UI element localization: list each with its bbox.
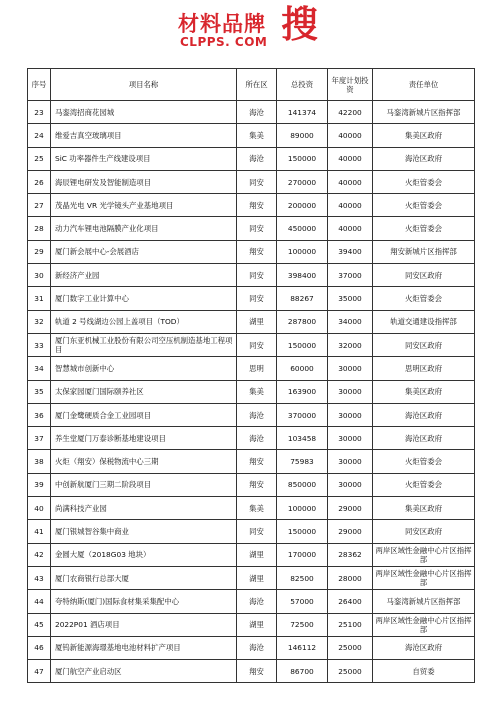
cell-responsible-unit: 火炬管委会 — [373, 170, 475, 193]
cell-annual-investment: 39400 — [328, 240, 373, 263]
cell-no: 45 — [28, 613, 51, 636]
table-row — [28, 357, 475, 380]
cell-project-name: 轨道 2 号线湖边公园上盖项目（TOD） — [51, 310, 237, 333]
cell-annual-investment: 29000 — [328, 497, 373, 520]
cell-district: 海沧 — [237, 403, 277, 426]
cell-district: 集美 — [237, 497, 277, 520]
cell-responsible-unit: 马銮湾新城片区指挥部 — [373, 101, 475, 124]
cell-annual-investment: 37000 — [328, 264, 373, 287]
cell-no: 35 — [28, 380, 51, 403]
cell-total-investment: 450000 — [277, 217, 328, 240]
cell-annual-investment: 42200 — [328, 101, 373, 124]
table-row — [28, 543, 475, 566]
header-no: 序号 — [28, 69, 51, 101]
cell-district: 同安 — [237, 333, 277, 356]
table-row — [28, 170, 475, 193]
cell-district: 翔安 — [237, 194, 277, 217]
cell-district: 海沧 — [237, 427, 277, 450]
logo-search-glyph: 搜 — [281, 3, 318, 46]
table-row — [28, 566, 475, 589]
cell-project-name: 中创新航厦门三期二阶段项目 — [51, 473, 237, 496]
cell-total-investment: 287800 — [277, 310, 328, 333]
cell-responsible-unit: 海沧区政府 — [373, 147, 475, 170]
table-row — [28, 147, 475, 170]
cell-annual-investment: 35000 — [328, 287, 373, 310]
cell-responsible-unit: 海沧区政府 — [373, 636, 475, 659]
cell-district: 海沧 — [237, 101, 277, 124]
cell-total-investment: 270000 — [277, 170, 328, 193]
cell-no: 30 — [28, 264, 51, 287]
cell-total-investment: 163900 — [277, 380, 328, 403]
cell-no: 37 — [28, 427, 51, 450]
cell-annual-investment: 29000 — [328, 520, 373, 543]
cell-project-name: 新经济产业园 — [51, 264, 237, 287]
cell-project-name: 茂晶光电 VR 光学镜头产业基地项目 — [51, 194, 237, 217]
cell-total-investment: 170000 — [277, 543, 328, 566]
table-row — [28, 590, 475, 613]
cell-no: 26 — [28, 170, 51, 193]
cell-annual-investment: 25000 — [328, 636, 373, 659]
cell-project-name: 厦门农商银行总部大厦 — [51, 566, 237, 589]
cell-total-investment: 150000 — [277, 147, 328, 170]
header-total-investment: 总投资 — [277, 69, 328, 101]
table-row — [28, 194, 475, 217]
cell-district: 湖里 — [237, 543, 277, 566]
cell-total-investment: 150000 — [277, 520, 328, 543]
cell-annual-investment: 40000 — [328, 147, 373, 170]
cell-total-investment: 200000 — [277, 194, 328, 217]
cell-project-name: 马銮湾招商花园城 — [51, 101, 237, 124]
cell-no: 24 — [28, 124, 51, 147]
cell-project-name: 尚满科技产业园 — [51, 497, 237, 520]
cell-responsible-unit: 思明区政府 — [373, 357, 475, 380]
cell-district: 翔安 — [237, 450, 277, 473]
cell-project-name: 金圆大厦（2018G03 地块） — [51, 543, 237, 566]
cell-district: 湖里 — [237, 310, 277, 333]
cell-district: 思明 — [237, 357, 277, 380]
cell-project-name: 养生堂厦门万泰诊断基地建设项目 — [51, 427, 237, 450]
cell-no: 27 — [28, 194, 51, 217]
cell-total-investment: 146112 — [277, 636, 328, 659]
cell-annual-investment: 40000 — [328, 170, 373, 193]
table-row — [28, 520, 475, 543]
cell-responsible-unit: 火炬管委会 — [373, 450, 475, 473]
cell-project-name: 厦门银城智谷集中商业 — [51, 520, 237, 543]
cell-district: 翔安 — [237, 473, 277, 496]
cell-responsible-unit: 同安区政府 — [373, 264, 475, 287]
cell-annual-investment: 28362 — [328, 543, 373, 566]
cell-annual-investment: 32000 — [328, 333, 373, 356]
cell-total-investment: 150000 — [277, 333, 328, 356]
cell-project-name: 厦门航空产业启动区 — [51, 660, 237, 683]
cell-total-investment: 86700 — [277, 660, 328, 683]
cell-total-investment: 72500 — [277, 613, 328, 636]
cell-total-investment: 141374 — [277, 101, 328, 124]
cell-no: 29 — [28, 240, 51, 263]
cell-responsible-unit: 火炬管委会 — [373, 473, 475, 496]
cell-project-name: 维爱吉真空玻璃项目 — [51, 124, 237, 147]
cell-district: 海沧 — [237, 636, 277, 659]
cell-responsible-unit: 集美区政府 — [373, 380, 475, 403]
cell-annual-investment: 30000 — [328, 450, 373, 473]
cell-project-name: SiC 功率器件生产线建设项目 — [51, 147, 237, 170]
cell-total-investment: 370000 — [277, 403, 328, 426]
cell-district: 翔安 — [237, 660, 277, 683]
cell-responsible-unit: 火炬管委会 — [373, 287, 475, 310]
header-annual-investment: 年度计划投资 — [328, 69, 373, 101]
cell-responsible-unit: 集美区政府 — [373, 497, 475, 520]
cell-annual-investment: 25000 — [328, 660, 373, 683]
table-row — [28, 427, 475, 450]
cell-no: 47 — [28, 660, 51, 683]
cell-annual-investment: 25100 — [328, 613, 373, 636]
header-project-name: 项目名称 — [51, 69, 237, 101]
table-row — [28, 497, 475, 520]
cell-total-investment: 75983 — [277, 450, 328, 473]
table-row — [28, 101, 475, 124]
cell-annual-investment: 30000 — [328, 357, 373, 380]
cell-project-name: 厦门数字工业计算中心 — [51, 287, 237, 310]
table-row — [28, 450, 475, 473]
cell-annual-investment: 34000 — [328, 310, 373, 333]
table-row — [28, 124, 475, 147]
cell-total-investment: 398400 — [277, 264, 328, 287]
cell-district: 同安 — [237, 170, 277, 193]
cell-total-investment: 850000 — [277, 473, 328, 496]
cell-project-name: 太保家园厦门国际颐养社区 — [51, 380, 237, 403]
cell-responsible-unit: 自贸委 — [373, 660, 475, 683]
cell-project-name: 厦门新会展中心-会展酒店 — [51, 240, 237, 263]
table-row — [28, 310, 475, 333]
cell-responsible-unit: 翔安新城片区指挥部 — [373, 240, 475, 263]
cell-total-investment: 88267 — [277, 287, 328, 310]
project-table — [27, 68, 475, 683]
table-row — [28, 403, 475, 426]
header-responsible-unit: 责任单位 — [373, 69, 475, 101]
cell-district: 同安 — [237, 217, 277, 240]
table-row — [28, 264, 475, 287]
table-body — [28, 101, 475, 683]
cell-district: 集美 — [237, 380, 277, 403]
table-row — [28, 660, 475, 683]
cell-total-investment: 89000 — [277, 124, 328, 147]
cell-no: 44 — [28, 590, 51, 613]
cell-project-name: 2022P01 酒店项目 — [51, 613, 237, 636]
cell-responsible-unit: 同安区政府 — [373, 520, 475, 543]
cell-no: 41 — [28, 520, 51, 543]
cell-total-investment: 82500 — [277, 566, 328, 589]
cell-responsible-unit: 轨道交通建设指挥部 — [373, 310, 475, 333]
cell-annual-investment: 30000 — [328, 427, 373, 450]
cell-no: 38 — [28, 450, 51, 473]
cell-annual-investment: 40000 — [328, 217, 373, 240]
cell-no: 46 — [28, 636, 51, 659]
cell-no: 31 — [28, 287, 51, 310]
cell-district: 同安 — [237, 520, 277, 543]
cell-project-name: 厦钨新能源海璟基地电池材料扩产项目 — [51, 636, 237, 659]
cell-no: 43 — [28, 566, 51, 589]
cell-no: 36 — [28, 403, 51, 426]
site-logo — [178, 3, 318, 54]
table-row — [28, 636, 475, 659]
cell-district: 翔安 — [237, 240, 277, 263]
cell-responsible-unit: 海沧区政府 — [373, 427, 475, 450]
cell-responsible-unit: 集美区政府 — [373, 124, 475, 147]
cell-annual-investment: 30000 — [328, 403, 373, 426]
cell-district: 海沧 — [237, 147, 277, 170]
cell-total-investment: 100000 — [277, 497, 328, 520]
cell-no: 33 — [28, 333, 51, 356]
table-row — [28, 613, 475, 636]
cell-district: 同安 — [237, 264, 277, 287]
cell-responsible-unit: 两岸区域性金融中心片区指挥部 — [373, 613, 475, 636]
logo-text-en: CLPPS. COM — [180, 35, 268, 49]
cell-district: 集美 — [237, 124, 277, 147]
cell-no: 28 — [28, 217, 51, 240]
cell-total-investment: 100000 — [277, 240, 328, 263]
cell-no: 23 — [28, 101, 51, 124]
cell-no: 32 — [28, 310, 51, 333]
cell-project-name: 火炬（翔安）保税物流中心三期 — [51, 450, 237, 473]
cell-no: 42 — [28, 543, 51, 566]
table-row — [28, 380, 475, 403]
table-header-row — [28, 69, 475, 101]
cell-annual-investment: 30000 — [328, 473, 373, 496]
cell-responsible-unit: 火炬管委会 — [373, 217, 475, 240]
logo-text-cn: 材料品牌 — [178, 12, 266, 36]
cell-district: 湖里 — [237, 566, 277, 589]
cell-total-investment: 60000 — [277, 357, 328, 380]
cell-responsible-unit: 两岸区域性金融中心片区指挥部 — [373, 543, 475, 566]
cell-responsible-unit: 火炬管委会 — [373, 194, 475, 217]
cell-annual-investment: 30000 — [328, 380, 373, 403]
cell-project-name: 海辰锂电研发及智能制造项目 — [51, 170, 237, 193]
cell-project-name: 动力汽车锂电池隔膜产业化项目 — [51, 217, 237, 240]
cell-annual-investment: 40000 — [328, 194, 373, 217]
cell-district: 湖里 — [237, 613, 277, 636]
table-row — [28, 333, 475, 356]
cell-no: 39 — [28, 473, 51, 496]
cell-total-investment: 57000 — [277, 590, 328, 613]
table-row — [28, 473, 475, 496]
cell-annual-investment: 28000 — [328, 566, 373, 589]
cell-no: 25 — [28, 147, 51, 170]
cell-no: 34 — [28, 357, 51, 380]
cell-no: 40 — [28, 497, 51, 520]
cell-project-name: 智慧城市创新中心 — [51, 357, 237, 380]
cell-annual-investment: 40000 — [328, 124, 373, 147]
cell-project-name: 夸特纳斯(厦门)国际食材集采集配中心 — [51, 590, 237, 613]
cell-district: 同安 — [237, 287, 277, 310]
table-row — [28, 217, 475, 240]
cell-total-investment: 103458 — [277, 427, 328, 450]
cell-responsible-unit: 同安区政府 — [373, 333, 475, 356]
cell-project-name: 厦门金鹭硬质合金工业园项目 — [51, 403, 237, 426]
cell-annual-investment: 26400 — [328, 590, 373, 613]
cell-district: 海沧 — [237, 590, 277, 613]
cell-project-name: 厦门东亚机械工业股份有限公司空压机制造基地工程项目 — [51, 333, 237, 356]
cell-responsible-unit: 马銮湾新城片区指挥部 — [373, 590, 475, 613]
cell-responsible-unit: 海沧区政府 — [373, 403, 475, 426]
table-row — [28, 287, 475, 310]
header-district: 所在区 — [237, 69, 277, 101]
cell-responsible-unit: 两岸区域性金融中心片区指挥部 — [373, 566, 475, 589]
table-row — [28, 240, 475, 263]
